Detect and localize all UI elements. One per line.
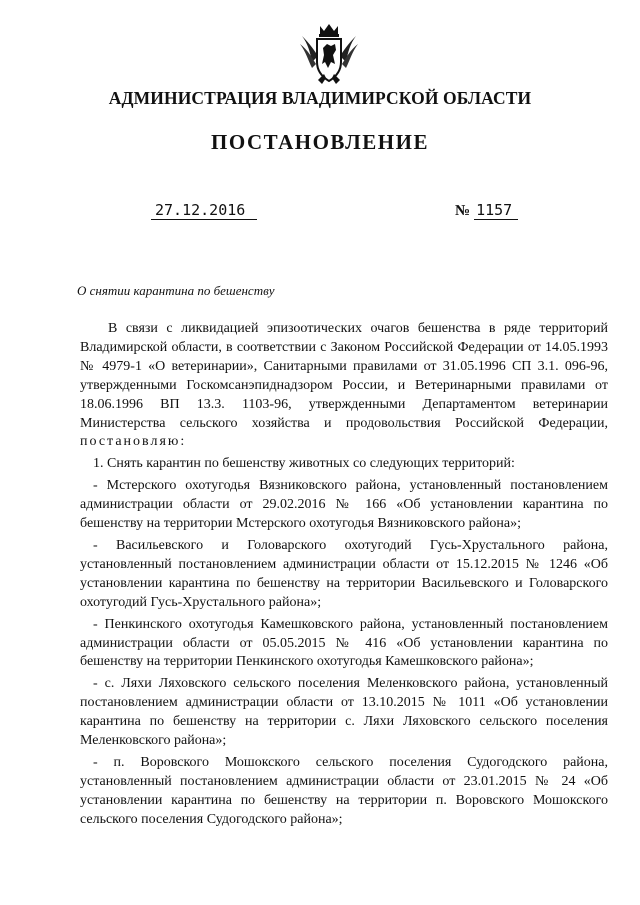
list-item: - с. Ляхи Ляховского сельского поселения Меленковского района, установленный постановлением администрации области от 13.10.2015 № 1011 «Об установлении карантина по бешенству на территории с. Ляхи Ляховского сельского поселения Меленковского района»; (80, 676, 608, 749)
number-prefix: № (455, 203, 471, 219)
document-number (455, 201, 518, 220)
decree-word: постановляю: (80, 434, 187, 450)
list-item: - п. Воровского Мошокского сельского поселения Судогодского района, установленный постановлением администрации области от 23.01.2015 № 24 «Об установлении карантина по бешенству на территории п. Воровского Мошокского сельского поселения Судогодского района»; (80, 754, 608, 827)
number-value: 1157 (474, 201, 518, 220)
document-subject: О снятии карантина по бешенству (77, 283, 275, 298)
intro-paragraph (80, 320, 608, 452)
list-item: - Пенкинского охотугодья Камешковского района, установленный постановлением администрации области от 05.05.2015 № 416 «Об установлении карантина по бешенству на территории Пенкинского охотугодья Камешковского района»; (80, 616, 608, 670)
list-item: - Васильевского и Головарского охотугодий Гусь-Хрустального района, установленный постановлением администрации области от 15.12.2015 № 1246 «Об установлении карантина по бешенству на территории Васильевского и Головарского охотугодий Гусь-Хрустального района»; (80, 537, 608, 610)
list-item: - Мстерского охотугодья Вязниковского района, установленный постановлением администрации области от 29.02.2016 № 166 «Об установлении карантина по бешенству на территории Мстерского охотугодья Вязниковского района»; (80, 478, 608, 532)
organization-name: АДМИНИСТРАЦИЯ ВЛАДИМИРСКОЙ ОБЛАСТИ (108, 88, 532, 108)
coat-of-arms-icon (298, 22, 360, 86)
intro-text: В связи с ликвидацией эпизоотических очагов бешенства в ряде территорий Владимирской области, в соответствии с Законом Российской Федерации от 14.05.1993 № 4979-1 «О ветеринарии», Санитарными правилами от 31.05.1996 СП 3.1. 096-96, утвержденными Госкомсанэпиднадзором России, и Ветеринарными правилами от 18.06.1996 ВП 13.3. 1103-96, утвержденными Департаментом ветеринарии Министерства сельского хозяйства и продовольствия Российской Федерации, (80, 321, 608, 431)
document-date: 27.12.2016 (151, 201, 257, 220)
clause-1: 1. Снять карантин по бешенству животных со следующих территорий: (93, 456, 515, 472)
document-type-title: ПОСТАНОВЛЕНИЕ (211, 130, 429, 154)
document-body (80, 320, 608, 833)
